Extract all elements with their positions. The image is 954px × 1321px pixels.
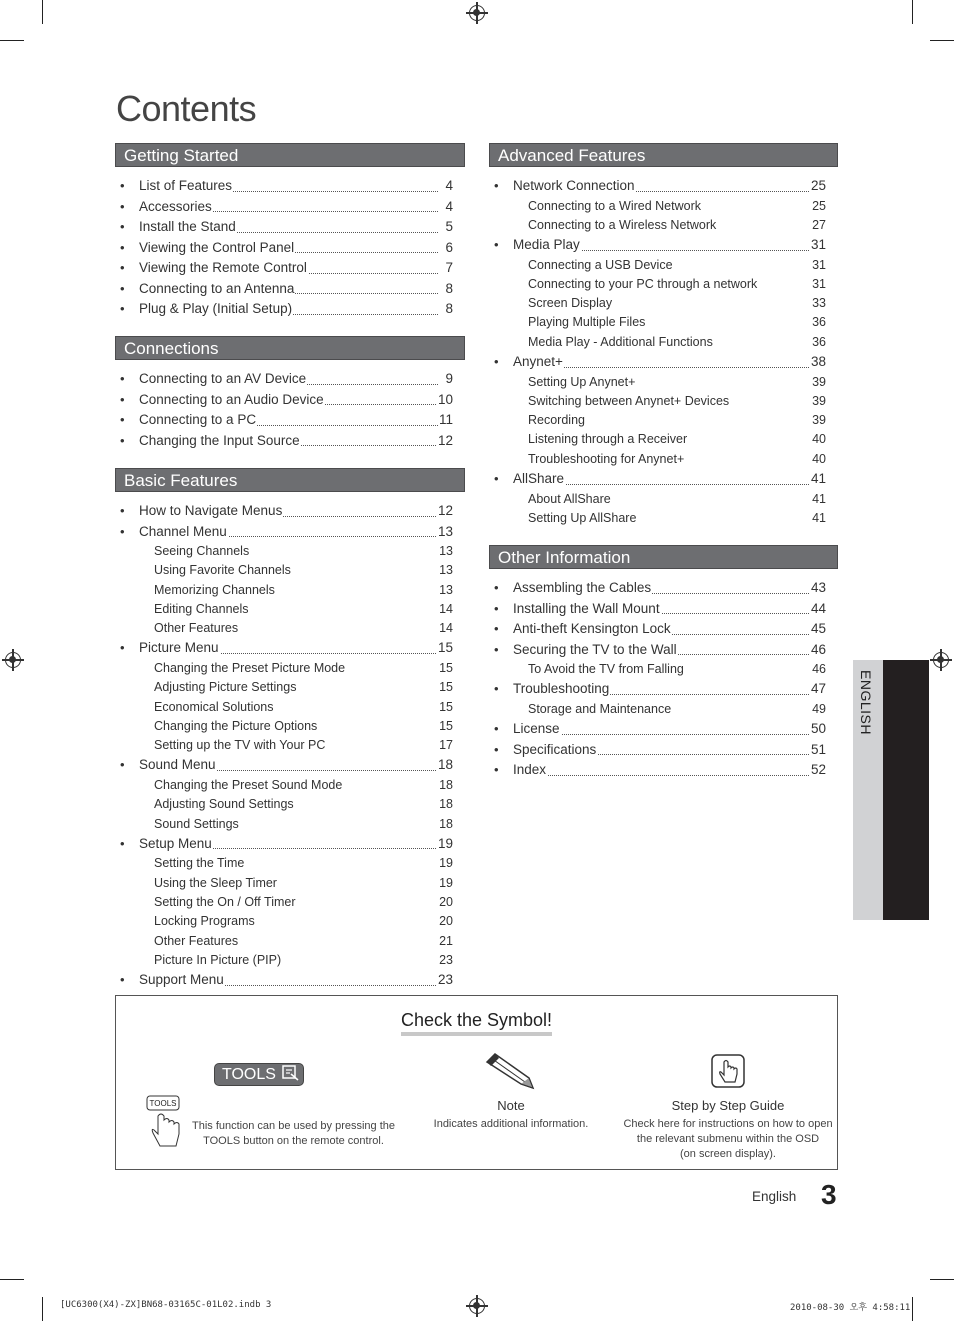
toc-entry-page: 19	[438, 874, 453, 893]
toc-entry-page: 7	[444, 258, 453, 279]
toc-entry-page: 38	[810, 352, 826, 373]
toc-entry-page: 44	[810, 599, 826, 620]
toc-entry-title: Securing the TV to the Wall	[513, 640, 678, 661]
toc-entry-page: 15	[438, 717, 453, 736]
toc-entry	[489, 760, 826, 781]
toc-entry-title: Memorizing Channels	[154, 582, 275, 597]
toc-entry	[115, 755, 453, 776]
toc-entry-title: Other Features	[154, 933, 239, 948]
toc-entry-page: 41	[810, 469, 826, 490]
toc-subentry	[489, 700, 826, 719]
toc-entry-page: 4	[444, 197, 453, 218]
toc-entry-title: AllShare	[513, 469, 565, 490]
toc-entry-title: Install the Stand	[139, 217, 237, 238]
toc-entry-page: 20	[438, 912, 453, 931]
toc-subentry	[115, 717, 453, 736]
toc-entry-title: About AllShare	[528, 491, 611, 506]
toc-entry	[489, 578, 826, 599]
section-heading: Advanced Features	[489, 143, 838, 167]
toc-entry-title: Storage and Maintenance	[528, 701, 672, 716]
toc-entry-page: 40	[811, 450, 826, 469]
note-symbol: Note Indicates additional information.	[433, 1098, 589, 1130]
language-tab-label: ENGLISH	[858, 670, 874, 735]
toc-subentry	[115, 951, 453, 970]
crop-mark	[42, 0, 43, 24]
toc-entry-title: Listening through a Receiver	[528, 432, 688, 447]
toc-entry	[115, 390, 453, 411]
toc-entry-page: 9	[444, 369, 453, 390]
toc-subentry	[489, 333, 826, 352]
print-slug-file: [UC6300(X4)-ZX]BN68-03165C-01L02.indb 3	[60, 1300, 272, 1310]
toc-entry-page: 10	[437, 390, 453, 411]
step-guide-icon	[710, 1053, 746, 1089]
toc-entry	[489, 740, 826, 761]
crop-mark	[930, 1279, 954, 1280]
toc-entry-page: 15	[438, 659, 453, 678]
toc-subentry	[115, 795, 453, 814]
toc-entry-title: Seeing Channels	[154, 544, 250, 558]
toc-entry-page: 36	[811, 333, 826, 352]
tools-badge: TOOLS	[214, 1063, 304, 1086]
toc-section-basic-features	[115, 468, 465, 991]
toc-entry-page: 46	[810, 640, 826, 661]
toc-entry-title: Connecting to an Antenna	[139, 279, 295, 300]
toc-entry-title: Sound Settings	[154, 816, 239, 831]
toc-subentry	[115, 659, 453, 678]
toc-entry-page: 13	[438, 581, 453, 600]
toc-entry-page: 13	[438, 561, 453, 580]
toc-entry-title: Setting the Time	[154, 856, 245, 871]
crop-mark	[930, 40, 954, 41]
toc-list	[489, 578, 838, 781]
toc-list	[115, 176, 465, 320]
toc-subentry	[115, 581, 453, 600]
toc-entry-title: Screen Display	[528, 296, 613, 311]
toc-subentry	[115, 893, 453, 912]
toc-entry-page: 15	[438, 678, 453, 697]
print-slug-date: 2010-08-30 오후 4:58:11	[790, 1303, 911, 1313]
registration-mark-icon	[469, 1298, 485, 1314]
toc-entry-title: Using Favorite Channels	[154, 563, 291, 578]
language-tab-dark	[883, 660, 929, 920]
toc-entry-page: 6	[444, 238, 453, 259]
toc-entry	[115, 299, 453, 320]
toc-entry-page: 8	[444, 299, 453, 320]
toc-entry-title: Setting Up AllShare	[528, 510, 637, 525]
toc-entry-page: 18	[438, 776, 453, 795]
toc-entry	[115, 522, 453, 543]
toc-entry-page: 19	[437, 834, 453, 855]
toc-subentry	[115, 815, 453, 834]
tools-description: This function can be used by pressing the TOOLS button on the remote control.	[191, 1120, 395, 1147]
toc-subentry	[115, 619, 453, 638]
toc-entry-title: Changing the Picture Options	[154, 718, 318, 733]
toc-entry-page: 8	[444, 279, 453, 300]
toc-subentry	[115, 932, 453, 951]
toc-entry-title: Changing the Input Source	[139, 431, 301, 452]
toc-entry-title: Other Features	[154, 621, 239, 636]
toc-entry-title: Anti-theft Kensington Lock	[513, 619, 672, 640]
toc-entry-page: 20	[438, 893, 453, 912]
toc-subentry	[489, 197, 826, 216]
crop-mark	[0, 40, 24, 41]
toc-entry-page: 12	[437, 501, 453, 522]
toc-subentry	[489, 392, 826, 411]
tools-remote-hand-icon	[146, 1094, 190, 1154]
toc-entry-title: Media Play - Additional Functions	[528, 334, 713, 349]
toc-entry-title: Connecting a USB Device	[528, 257, 673, 272]
toc-entry-title: Viewing the Remote Control	[139, 258, 308, 279]
toc-subentry	[489, 275, 826, 294]
toc-entry-title: Adjusting Picture Settings	[154, 680, 297, 695]
toc-entry-page: 13	[437, 522, 453, 543]
section-heading: Connections	[115, 336, 465, 360]
toc-subentry	[489, 450, 826, 469]
toc-entry	[115, 410, 453, 431]
toc-entry-title: Picture Menu	[139, 638, 220, 659]
toc-entry-page: 47	[810, 679, 826, 700]
toc-entry-title: Setting Up Anynet+	[528, 374, 636, 389]
toc-entry-page: 25	[811, 197, 826, 216]
toc-entry-page: 23	[437, 970, 453, 991]
toc-subentry	[489, 256, 826, 275]
toc-entry	[489, 619, 826, 640]
toc-entry	[115, 431, 453, 452]
toc-entry-page: 23	[438, 951, 453, 970]
toc-entry	[115, 501, 453, 522]
symbol-box-title: Check the Symbol!	[116, 1010, 837, 1036]
toc-entry	[489, 599, 826, 620]
toc-entry-page: 52	[810, 760, 826, 781]
toc-entry-title: Locking Programs	[154, 914, 255, 929]
toc-entry-title: Connecting to an Audio Device	[139, 390, 325, 411]
toc-subentry	[489, 313, 826, 332]
toc-entry-title: How to Navigate Menus	[139, 501, 283, 522]
footer-language: English	[752, 1189, 797, 1204]
toc-entry-title: Assembling the Cables	[513, 578, 652, 599]
toc-entry-title: Adjusting Sound Settings	[154, 797, 294, 812]
toc-entry-page: 15	[438, 698, 453, 717]
crop-mark	[912, 1297, 913, 1321]
toc-entry-title: Troubleshooting	[513, 679, 610, 700]
toc-entry-title: List of Features	[139, 176, 233, 197]
toc-entry-title: Recording	[528, 413, 585, 428]
toc-entry	[489, 352, 826, 373]
toc-section-other-information	[489, 545, 838, 781]
toc-subentry	[489, 430, 826, 449]
toc-entry-page: 12	[437, 431, 453, 452]
toc-entry-title: Channel Menu	[139, 522, 228, 543]
toc-entry-page: 18	[438, 795, 453, 814]
toc-entry-title: Playing Multiple Files	[528, 315, 646, 330]
step-guide-symbol: Step by Step Guide Check here for instructions on how to open the relevant submenu within the OSD (on screen display).	[623, 1098, 833, 1160]
toc-section-getting-started	[115, 143, 465, 320]
toc-entry-title: Picture In Picture (PIP)	[154, 952, 282, 967]
toc-subentry	[115, 678, 453, 697]
section-heading: Getting Started	[115, 143, 465, 167]
toc-list	[115, 369, 465, 451]
toc-entry-page: 51	[810, 740, 826, 761]
toc-entry-page: 41	[811, 490, 826, 509]
toc-entry-title: Connecting to a PC	[139, 410, 257, 431]
toc-entry-title: Accessories	[139, 197, 213, 218]
toc-entry-page: 18	[438, 815, 453, 834]
toc-entry-title: Viewing the Control Panel	[139, 238, 295, 259]
toc-entry-page: 11	[438, 410, 453, 431]
toc-entry-title: Economical Solutions	[154, 699, 274, 714]
toc-entry	[115, 258, 453, 279]
toc-entry-page: 13	[438, 542, 453, 561]
toc-entry-page: 18	[437, 755, 453, 776]
toc-entry-title: Support Menu	[139, 970, 225, 991]
toc-entry-page: 41	[811, 509, 826, 528]
toc-subentry	[489, 509, 826, 528]
toc-entry-title: Using the Sleep Timer	[154, 875, 277, 890]
toc-entry-page: 5	[444, 217, 453, 238]
toc-list	[489, 176, 838, 528]
toc-entry-title: Setting up the TV with Your PC	[154, 738, 326, 753]
toc-entry-title: Changing the Preset Picture Mode	[154, 660, 346, 675]
toc-entry-title: Setting the On / Off Timer	[154, 894, 296, 909]
toc-entry-title: Media Play	[513, 235, 581, 256]
toc-entry-page: 31	[811, 256, 826, 275]
toc-entry-title: License	[513, 719, 561, 740]
registration-mark-icon	[5, 652, 21, 668]
toc-list	[115, 501, 465, 991]
toc-entry	[489, 235, 826, 256]
toc-subentry	[115, 736, 453, 755]
toc-subentry	[115, 912, 453, 931]
toc-entry-page: 15	[437, 638, 453, 659]
toc-entry-title: Connecting to your PC through a network	[528, 276, 758, 291]
check-the-symbol-box	[115, 995, 838, 1170]
toc-subentry	[489, 490, 826, 509]
toc-entry-page: 21	[438, 932, 453, 951]
toc-subentry	[489, 411, 826, 430]
crop-mark	[0, 1279, 24, 1280]
toc-entry-title: Switching between Anynet+ Devices	[528, 393, 730, 408]
toc-entry-title: Anynet+	[513, 352, 564, 373]
toc-entry	[115, 834, 453, 855]
toc-entry-page: 19	[438, 854, 453, 873]
toc-entry-page: 39	[811, 373, 826, 392]
page-number: 3	[821, 1179, 837, 1210]
toc-entry-page: 43	[810, 578, 826, 599]
toc-entry-page: 49	[811, 700, 826, 719]
toc-entry-page: 31	[810, 235, 826, 256]
toc-subentry	[489, 373, 826, 392]
toc-entry	[115, 238, 453, 259]
tools-remote-button-text: TOOLS	[149, 1099, 177, 1108]
toc-entry	[115, 217, 453, 238]
toc-entry-title: Connecting to an AV Device	[139, 369, 307, 390]
toc-entry-page: 14	[438, 600, 453, 619]
toc-entry-title: Network Connection	[513, 176, 636, 197]
toc-subentry	[489, 660, 826, 679]
toc-entry-title: Index	[513, 760, 547, 781]
toc-entry-title: Sound Menu	[139, 755, 217, 776]
toc-entry-page: 45	[810, 619, 826, 640]
toc-entry-page: 25	[810, 176, 826, 197]
toc-entry-page: 50	[810, 719, 826, 740]
toc-entry-title: Installing the Wall Mount	[513, 599, 661, 620]
dot-leader	[513, 775, 811, 776]
toc-entry-page: 36	[811, 313, 826, 332]
toc-entry-page: 40	[811, 430, 826, 449]
toc-entry	[115, 279, 453, 300]
toc-entry-page: 4	[444, 176, 453, 197]
toc-subentry	[489, 216, 826, 235]
toc-subentry	[115, 600, 453, 619]
toc-section-advanced-features	[489, 143, 838, 528]
crop-mark	[42, 1297, 43, 1321]
registration-mark-icon	[469, 5, 485, 21]
toc-entry-title: Plug & Play (Initial Setup)	[139, 299, 293, 320]
toc-entry-title: Connecting to a Wireless Network	[528, 217, 717, 232]
toc-subentry	[115, 874, 453, 893]
toc-entry-page: 31	[811, 275, 826, 294]
toc-entry	[489, 176, 826, 197]
section-heading: Other Information	[489, 545, 838, 569]
toc-entry	[115, 176, 453, 197]
note-pencil-icon	[483, 1052, 539, 1092]
toc-subentry	[115, 776, 453, 795]
toc-entry	[489, 469, 826, 490]
toc-entry	[489, 679, 826, 700]
toc-entry	[489, 640, 826, 661]
toc-entry-title: Specifications	[513, 740, 597, 761]
page-title: Contents	[116, 88, 257, 129]
toc-entry-title: Editing Channels	[154, 601, 249, 616]
toc-entry	[115, 369, 453, 390]
toc-subentry	[115, 561, 453, 580]
toc-entry	[489, 719, 826, 740]
toc-entry-page: 27	[811, 216, 826, 235]
toc-entry-page: 39	[811, 392, 826, 411]
toc-entry	[115, 970, 453, 991]
toc-entry-page: 39	[811, 411, 826, 430]
toc-entry	[115, 638, 453, 659]
section-heading: Basic Features	[115, 468, 465, 492]
toc-entry-title: Setup Menu	[139, 834, 213, 855]
toc-entry-title: Connecting to a Wired Network	[528, 198, 701, 213]
toc-entry-title: To Avoid the TV from Falling	[528, 662, 684, 676]
toc-entry	[115, 197, 453, 218]
registration-mark-icon	[933, 652, 949, 668]
toc-subentry	[115, 542, 453, 561]
toc-entry-title: Changing the Preset Sound Mode	[154, 777, 343, 792]
toc-subentry	[489, 294, 826, 313]
toc-subentry	[115, 698, 453, 717]
toc-entry-page: 14	[438, 619, 453, 638]
toc-subentry	[115, 854, 453, 873]
toc-entry-page: 17	[438, 736, 453, 755]
toc-entry-page: 33	[811, 294, 826, 313]
tools-glyph-icon	[282, 1065, 300, 1081]
toc-entry-page: 46	[811, 660, 826, 679]
crop-mark	[912, 0, 913, 24]
toc-section-connections	[115, 336, 465, 451]
toc-entry-title: Troubleshooting for Anynet+	[528, 451, 685, 466]
